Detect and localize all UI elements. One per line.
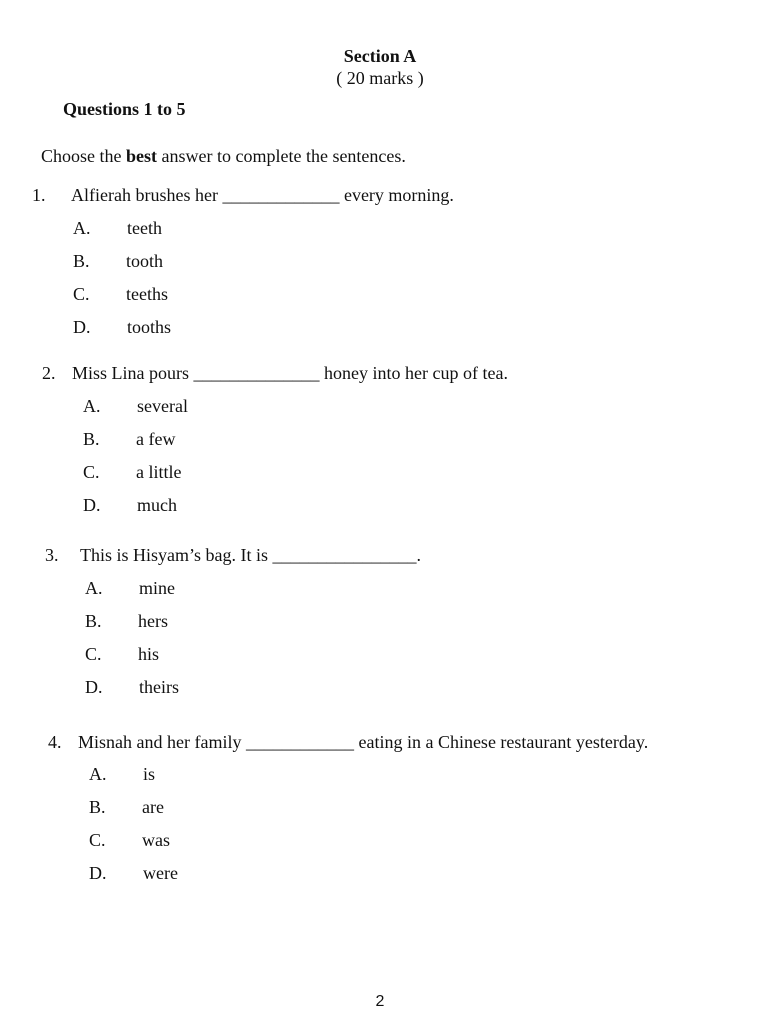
question-text-4 (78, 732, 648, 753)
option-text: several (137, 396, 188, 416)
instruction-text (41, 146, 406, 167)
question-text-before: This is Hisyam’s bag. It is (80, 545, 273, 565)
question-text-after: every morning. (339, 185, 454, 205)
option-text: hers (138, 611, 168, 631)
option-text: teeths (126, 284, 168, 304)
answer-blank: ______________ (193, 363, 320, 383)
question-text-3 (80, 545, 421, 566)
option-letter: A. (85, 578, 103, 598)
option-letter: C. (73, 284, 90, 304)
option-text: a little (136, 462, 182, 482)
option-letter: C. (89, 830, 106, 850)
question-number-2: 2. (42, 363, 56, 383)
option-letter: C. (83, 462, 100, 482)
option-letter: D. (73, 317, 91, 337)
option-text: much (137, 495, 177, 515)
answer-blank: _____________ (222, 185, 340, 205)
option-text: theirs (139, 677, 179, 697)
answer-blank: ________________ (272, 545, 417, 565)
section-title: Section A (343, 46, 417, 66)
option-text: tooths (127, 317, 172, 337)
question-text-2 (72, 363, 508, 384)
option-letter: D. (83, 495, 101, 515)
questions-range-heading: Questions 1 to 5 (63, 99, 186, 119)
option-text: is (143, 764, 156, 784)
instruction-bold: best (126, 146, 157, 166)
answer-blank: ____________ (245, 732, 354, 752)
question-text-before: Miss Lina pours (72, 363, 194, 383)
instruction-before: Choose the (41, 146, 126, 166)
question-text-before: Misnah and her family (78, 732, 246, 752)
question-number-4: 4. (48, 732, 62, 752)
question-text-after: eating in a Chinese restaurant yesterday. (353, 732, 649, 752)
question-text-after: . (416, 545, 421, 565)
option-text: tooth (126, 251, 164, 271)
option-text: were (143, 863, 178, 883)
option-letter: C. (85, 644, 102, 664)
question-text-1 (71, 185, 454, 206)
option-letter: B. (89, 797, 106, 817)
option-letter: B. (85, 611, 102, 631)
option-letter: A. (89, 764, 107, 784)
question-text-after: honey into her cup of tea. (319, 363, 508, 383)
page-number: 2 (375, 993, 385, 1010)
option-letter: A. (73, 218, 91, 238)
question-number-1: 1. (32, 185, 46, 205)
option-letter: D. (89, 863, 107, 883)
option-text: was (142, 830, 170, 850)
option-text: a few (136, 429, 176, 449)
question-text-before: Alfierah brushes her (71, 185, 223, 205)
option-text: are (142, 797, 164, 817)
option-text: his (138, 644, 160, 664)
option-letter: D. (85, 677, 103, 697)
option-text: mine (139, 578, 175, 598)
option-letter: B. (83, 429, 100, 449)
section-marks: ( 20 marks ) (336, 68, 424, 88)
option-text: teeth (127, 218, 162, 238)
instruction-after: answer to complete the sentences. (157, 146, 406, 166)
option-letter: B. (73, 251, 90, 271)
question-number-3: 3. (45, 545, 59, 565)
option-letter: A. (83, 396, 101, 416)
